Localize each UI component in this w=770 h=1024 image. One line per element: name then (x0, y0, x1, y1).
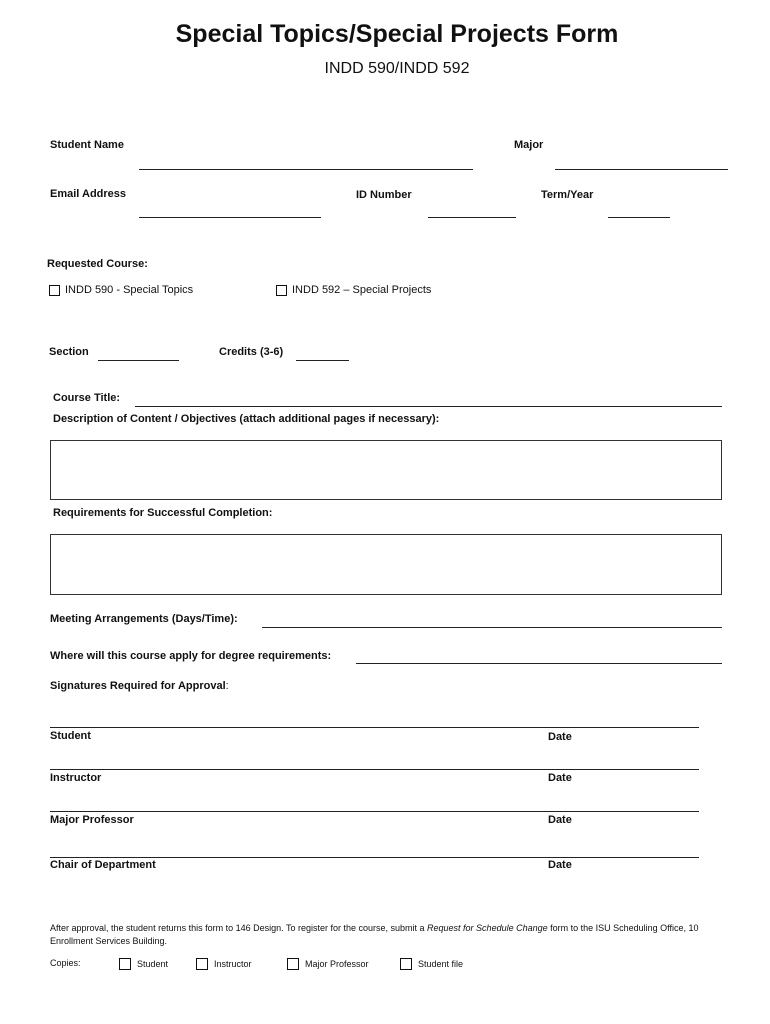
checkbox[interactable] (196, 958, 208, 970)
course-option-label: INDD 590 - Special Topics (65, 284, 194, 296)
checkbox[interactable] (276, 285, 287, 296)
copies-label: Copies: (50, 958, 81, 968)
requirements-textarea[interactable] (50, 534, 722, 595)
signatures-heading-text: Signatures Required for Approval (50, 680, 226, 692)
section-field[interactable] (98, 360, 179, 361)
signature-role: Chair of Department (50, 859, 156, 871)
description-label: Description of Content / Objectives (attach additional pages if necessary): (53, 413, 440, 425)
email-field[interactable] (139, 217, 321, 218)
major-label: Major (514, 139, 544, 151)
signature-role: Student (50, 730, 91, 742)
section-label: Section (49, 346, 89, 358)
signature-role: Instructor (50, 772, 102, 784)
student-signature-line[interactable] (50, 727, 699, 728)
course-title-field[interactable] (135, 406, 722, 407)
term-year-label: Term/Year (541, 189, 594, 201)
checkbox[interactable] (119, 958, 131, 970)
major-field[interactable] (555, 169, 728, 170)
term-year-field[interactable] (608, 217, 670, 218)
signature-date-label: Date (548, 814, 572, 826)
footer-note (50, 922, 730, 948)
copy-label: Student file (418, 959, 464, 969)
course-option-592[interactable] (276, 284, 431, 296)
credits-label: Credits (3-6) (219, 346, 284, 358)
copy-student[interactable] (119, 958, 168, 970)
signatures-heading (50, 680, 229, 692)
meeting-field[interactable] (262, 627, 722, 628)
requested-course-label: Requested Course: (47, 258, 148, 270)
copy-label: Student (137, 959, 169, 969)
copy-label: Major Professor (305, 959, 369, 969)
course-title-label: Course Title: (53, 392, 121, 404)
degree-field[interactable] (356, 663, 722, 664)
instructor-signature-line[interactable] (50, 769, 699, 770)
form-title: Special Topics/Special Projects Form (175, 20, 619, 48)
email-label: Email Address (50, 188, 127, 200)
signatures-heading-colon: : (225, 680, 229, 692)
student-name-label: Student Name (50, 139, 124, 151)
id-number-field[interactable] (428, 217, 516, 218)
signature-date-label: Date (548, 731, 572, 743)
signature-role: Major Professor (50, 814, 134, 826)
copy-student-file[interactable] (400, 958, 463, 970)
degree-label: Where will this course apply for degree requirements: (50, 650, 332, 662)
course-option-label: INDD 592 – Special Projects (292, 284, 432, 296)
copy-instructor[interactable] (196, 958, 252, 970)
student-name-field[interactable] (139, 169, 473, 170)
checkbox[interactable] (49, 285, 60, 296)
requirements-label: Requirements for Successful Completion: (53, 507, 273, 519)
copy-label: Instructor (214, 959, 252, 969)
checkbox[interactable] (400, 958, 412, 970)
copy-major-professor[interactable] (287, 958, 369, 970)
id-number-label: ID Number (356, 189, 412, 201)
footer-note-text: After approval, the student returns this form to 146 Design. To register for the course, submit a (50, 923, 428, 933)
footer-note-text: form to the ISU Scheduling Office, 10 Enrollment Services Building. (50, 923, 699, 946)
major-professor-signature-line[interactable] (50, 811, 699, 812)
course-option-590[interactable] (49, 284, 193, 296)
credits-field[interactable] (296, 360, 349, 361)
signature-date-label: Date (548, 859, 572, 871)
meeting-label: Meeting Arrangements (Days/Time): (50, 613, 238, 625)
checkbox[interactable] (287, 958, 299, 970)
form-subtitle: INDD 590/INDD 592 (324, 60, 470, 77)
signature-date-label: Date (548, 772, 572, 784)
description-textarea[interactable] (50, 440, 722, 500)
schedule-change-form-name: Request for Schedule Change (427, 923, 548, 933)
chair-signature-line[interactable] (50, 857, 699, 858)
